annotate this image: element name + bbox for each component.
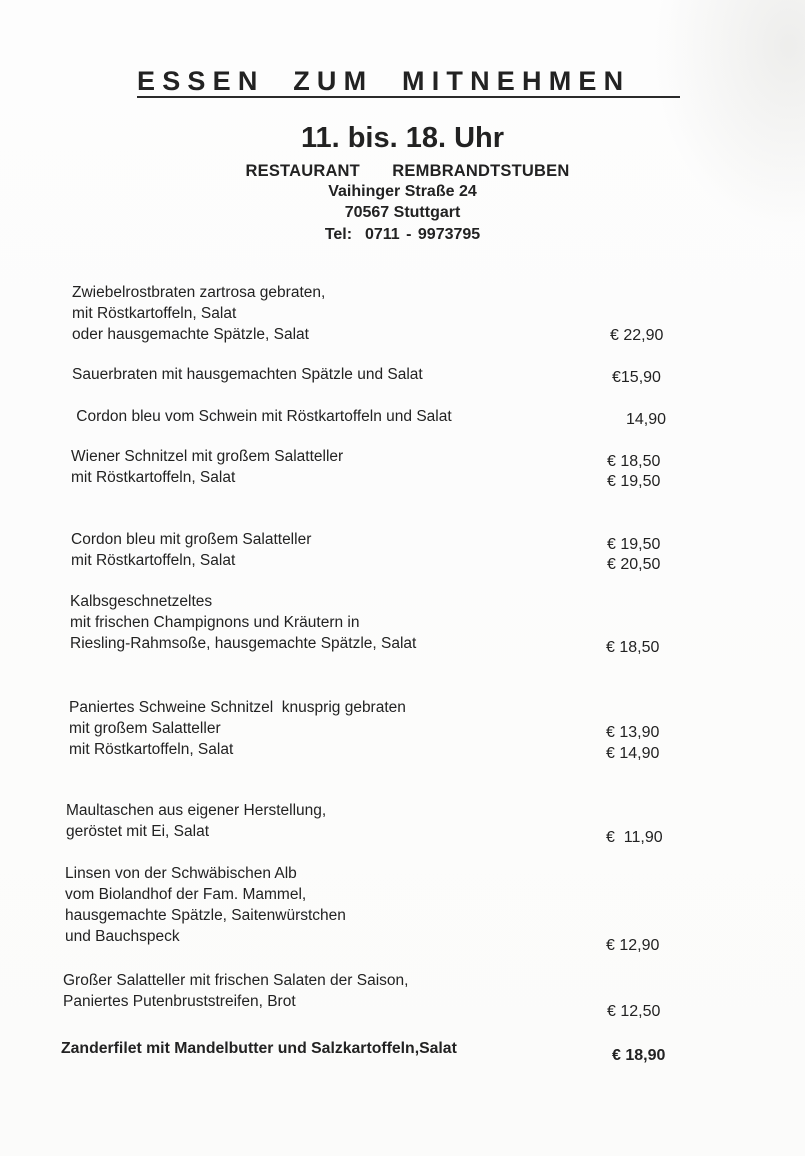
item-description-line: mit Röstkartoffeln, Salat	[72, 305, 237, 322]
item-description-line: Paniertes Putenbruststreifen, Brot	[63, 993, 296, 1010]
item-price: € 22,90	[610, 327, 664, 344]
item-description-line: geröstet mit Ei, Salat	[66, 823, 210, 840]
item-description-line: vom Biolandhof der Fam. Mammel,	[65, 886, 307, 903]
item-description-line: mit großem Salatteller	[69, 720, 221, 737]
restaurant-city: 70567 Stuttgart	[344, 204, 461, 221]
item-price: € 18,50	[607, 453, 661, 470]
item-price: € 13,90	[606, 724, 660, 741]
item-price: 14,90	[626, 411, 667, 428]
item-description-line: Zanderfilet mit Mandelbutter und Salzkartoffeln,Salat	[61, 1040, 457, 1057]
item-price: € 12,50	[607, 1003, 661, 1020]
item-price: € 19,50	[607, 473, 661, 490]
item-description-line: Cordon bleu mit großem Salatteller	[71, 531, 312, 548]
item-description-line: Kalbsgeschnetzeltes	[70, 593, 213, 610]
item-price: € 20,50	[607, 556, 661, 573]
menu-item-sauerbraten	[72, 364, 423, 385]
menu-item-linsen	[65, 863, 346, 947]
item-description-line: hausgemachte Spätzle, Saitenwürstchen	[65, 907, 346, 924]
menu-item-wiener-schnitzel	[71, 446, 343, 488]
item-description-line: Wiener Schnitzel mit großem Salatteller	[71, 448, 344, 465]
opening-hours: 11. bis. 18. Uhr	[300, 122, 505, 154]
restaurant-name: RESTAURANT REMBRANDTSTUBEN	[245, 162, 570, 180]
menu-item-zwiebelrostbraten	[72, 282, 325, 345]
item-price: € 11,90	[606, 829, 663, 846]
item-description-line: und Bauchspeck	[65, 928, 180, 945]
menu-item-paniertes-schweineschnitzel	[69, 697, 406, 760]
item-description-line: mit Röstkartoffeln, Salat	[71, 552, 236, 569]
item-price: € 14,90	[606, 745, 660, 762]
item-description-line: Sauerbraten mit hausgemachten Spätzle und Salat	[72, 366, 423, 383]
menu-item-cordon-bleu-salatteller	[71, 529, 311, 571]
title-underline	[137, 96, 680, 98]
item-description-line: Paniertes Schweine Schnitzel knusprig gebraten	[69, 699, 406, 716]
item-description-line: Maultaschen aus eigener Herstellung,	[66, 802, 327, 819]
item-description-line: Riesling-Rahmsoße, hausgemachte Spätzle, Salat	[70, 635, 417, 652]
menu-item-maultaschen	[66, 800, 326, 842]
restaurant-street: Vaihinger Straße 24	[328, 183, 477, 200]
item-price: € 18,50	[606, 639, 660, 656]
menu-title: ESSEN ZUM MITNEHMEN	[137, 66, 631, 96]
item-description-line: oder hausgemachte Spätzle, Salat	[72, 326, 309, 343]
item-price: € 12,90	[606, 937, 660, 954]
menu-item-kalbsgeschnetzeltes	[70, 591, 416, 654]
menu-item-grosser-salatteller	[63, 970, 408, 1012]
item-price: €15,90	[612, 369, 661, 386]
item-description-line: mit Röstkartoffeln, Salat	[69, 741, 234, 758]
item-description-line: Zwiebelrostbraten zartrosa gebraten,	[72, 284, 326, 301]
item-description-line: Großer Salatteller mit frischen Salaten der Saison,	[63, 972, 409, 989]
item-price: € 18,90	[612, 1047, 666, 1064]
restaurant-phone: Tel: 0711 - 9973795	[324, 226, 481, 243]
menu-item-cordon-bleu-schwein	[72, 406, 452, 427]
item-price: € 19,50	[607, 536, 661, 553]
item-description-line: mit Röstkartoffeln, Salat	[71, 469, 236, 486]
item-description-line: mit frischen Champignons und Kräutern in	[70, 614, 360, 631]
item-description-line: Linsen von der Schwäbischen Alb	[65, 865, 297, 882]
item-description-line: Cordon bleu vom Schwein mit Röstkartoffeln und Salat	[72, 408, 452, 425]
menu-item-zanderfilet	[61, 1038, 457, 1059]
